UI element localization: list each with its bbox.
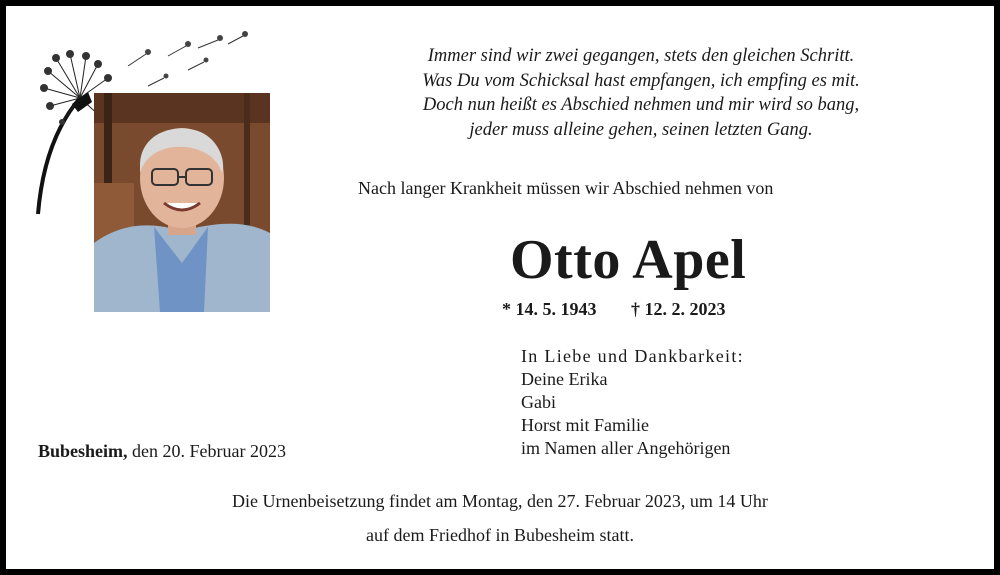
mourner-name: Gabi: [521, 392, 556, 412]
poem-line: Immer sind wir zwei gegangen, stets den gleichen Schritt.: [427, 46, 855, 66]
poem-line: Was Du vom Schicksal hast empfangen, ich empfing es mit.: [422, 70, 860, 91]
place-date-text: den 20. Februar 2023: [132, 441, 286, 461]
funeral-notice: [6, 484, 994, 552]
mourner-name: im Namen aller Angehörigen: [521, 438, 731, 458]
poem-line: jeder muss alleine gehen, seinen letzten Gang.: [469, 119, 813, 140]
death-date: † 12. 2. 2023: [631, 299, 726, 319]
mourner-name: Horst mit Familie: [521, 415, 649, 435]
intro-text: Nach langer Krankheit müssen wir Abschied nehmen von: [358, 178, 774, 198]
obituary-card: [6, 6, 994, 569]
mourners-heading: In Liebe und Dankbarkeit:: [521, 346, 744, 366]
portrait-photo: [94, 93, 270, 312]
place-town: Bubesheim,: [38, 441, 128, 461]
life-dates: [502, 299, 726, 320]
poem: [341, 44, 941, 142]
place-date: [38, 441, 286, 462]
deceased-name: Otto Apel: [510, 229, 747, 291]
funeral-line: auf dem Friedhof in Bubesheim statt.: [366, 525, 634, 545]
funeral-line: Die Urnenbeisetzung findet am Montag, den 27. Februar 2023, um 14 Uhr: [232, 491, 768, 511]
mourners-list: [521, 345, 744, 460]
birth-date: * 14. 5. 1943: [502, 299, 597, 319]
mourner-name: Deine Erika: [521, 369, 608, 389]
poem-line: Doch nun heißt es Abschied nehmen und mir wird so bang,: [422, 95, 860, 115]
